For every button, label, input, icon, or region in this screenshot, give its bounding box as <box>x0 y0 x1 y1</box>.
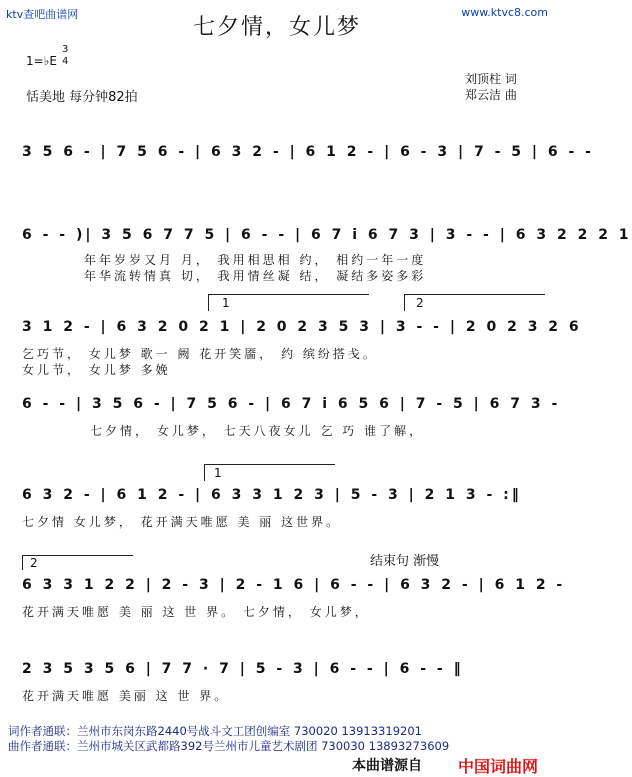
time-signature-denominator: 4 <box>62 56 69 67</box>
lyrics-row-4: 七夕情， 女儿梦， 七天八夜女儿 乞 巧 谁了解， <box>90 424 425 438</box>
lyrics-row-2-verse-1: 年年岁岁又月 月， 我用相思相 约， 相约一年一度 <box>84 253 427 267</box>
lyricist-credit: 刘顶柱 词 <box>465 72 517 86</box>
composer-contact: 曲作者通联：兰州市城关区武都路392号兰州市儿童艺术剧团 730030 13893273609 <box>8 739 450 753</box>
volta-1-label-row-5: 1 <box>214 466 222 480</box>
lyrics-row-2-verse-2: 年华流转情真 切， 我用情丝凝 结， 凝结多姿多彩 <box>84 269 427 283</box>
score-row-5: 6 3 2 - | 6 1 2 - | 6 3 3 1 2 3 | 5 - 3 | 2 1 3 - :‖ <box>22 487 522 503</box>
source-label: 本曲谱源自 <box>352 758 422 774</box>
lyrics-row-6: 花开满天唯愿 美 丽 这 世 界。 七夕情， 女儿梦， <box>22 605 370 619</box>
score-row-1: 3 5 6 - | 7 5 6 - | 6 3 2 - | 6 1 2 - | 6 - 3 | 7 - 5 | 6 - - <box>22 144 594 160</box>
time-signature-numerator: 3 <box>62 44 69 55</box>
score-row-2: 6 - - )| 3 5 6 7 7 5 | 6 - - | 6 7 i 6 7 3 | 3 - - | 6 3 2 2 2 1 <box>22 227 632 243</box>
score-row-6: 6 3 3 1 2 2 | 2 - 3 | 2 - 1 6 | 6 - - | 6 3 2 - | 6 1 2 - <box>22 577 566 593</box>
score-row-4: 6 - - | 3 5 6 - | 7 5 6 - | 6 7 i 6 5 6 | 7 - 5 | 6 7 3 - <box>22 396 561 412</box>
lyrics-row-3-verse-2: 女儿节， 女儿梦 多娩 <box>22 363 171 377</box>
volta-1-label: 1 <box>222 296 230 310</box>
lyricist-contact: 词作者通联：兰州市东岗东路2440号战斗文工团创编室 730020 13913319201 <box>8 724 422 738</box>
volta-2-bracket-row-6 <box>22 555 133 570</box>
score-row-3: 3 1 2 - | 6 3 2 0 2 1 | 2 0 2 3 5 3 | 3 - - | 2 0 2 3 2 6 <box>22 319 582 335</box>
composer-credit: 郑云洁 曲 <box>465 88 517 102</box>
score-row-7: 2 3 5 3 5 6 | 7 7 · 7 | 5 - 3 | 6 - - | 6 - - ‖ <box>22 661 464 677</box>
volta-2-label-row-6: 2 <box>30 556 38 570</box>
time-signature <box>62 44 68 68</box>
lyrics-row-5: 七夕情 女儿梦， 花开满天唯愿 美 丽 这世界。 <box>22 515 342 529</box>
key-signature: 1=♭E <box>26 54 57 68</box>
volta-2-label: 2 <box>416 296 424 310</box>
site-watermark-right: www.ktvc8.com <box>461 6 548 19</box>
lyrics-row-7: 花开满天唯愿 美丽 这 世 界。 <box>22 689 230 703</box>
lyrics-row-3-verse-1: 乞巧节， 女儿梦 歌一 阙 花开笑靥， 约 缤纷搭戋。 <box>22 347 378 361</box>
volta-1-bracket-row-5 <box>204 464 335 481</box>
source-site-link[interactable]: 中国词曲网 <box>458 757 539 776</box>
tempo-marking: 恬美地 每分钟82拍 <box>26 90 138 105</box>
volta-1-bracket <box>208 294 369 311</box>
volta-2-bracket <box>404 294 545 311</box>
site-watermark-left: ktv查吧曲谱网 <box>6 8 79 21</box>
ending-instruction: 结束句 渐慢 <box>370 554 440 569</box>
song-title: 七夕情，女儿梦 <box>192 15 361 40</box>
